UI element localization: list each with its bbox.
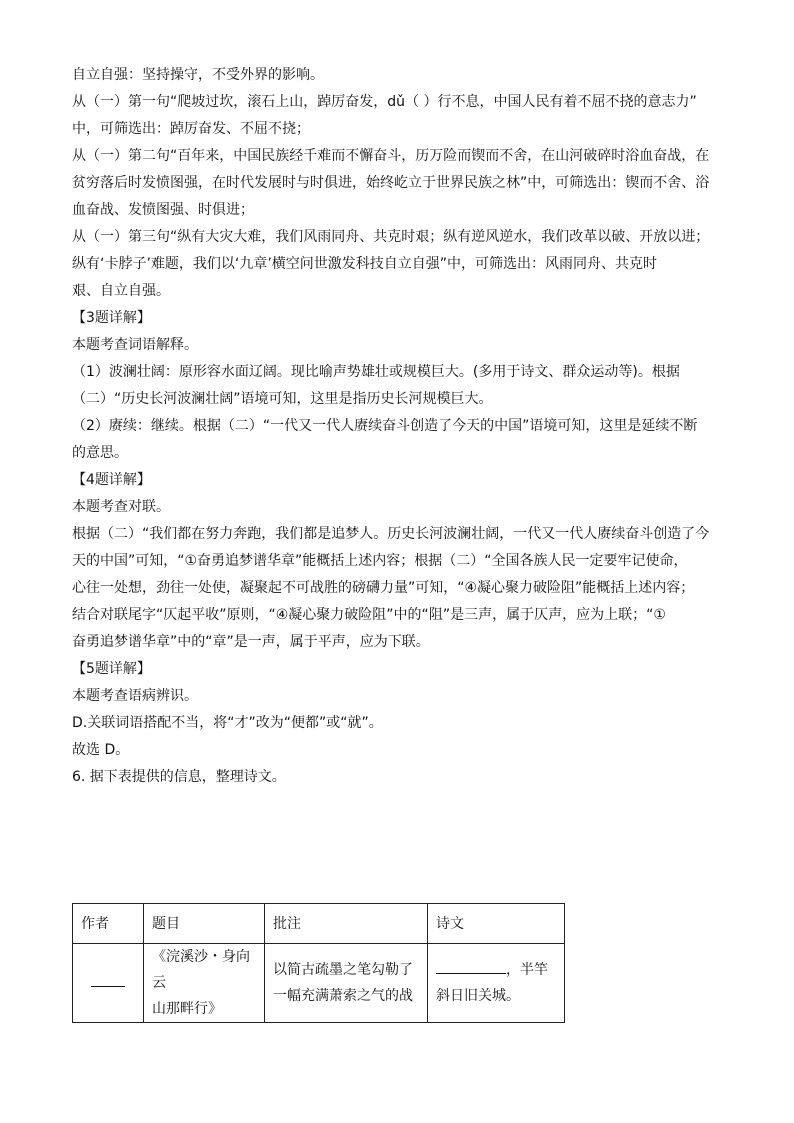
title-cell: [144, 944, 265, 1023]
text-line: 根据（二）“我们都在努力奔跑，我们都是追梦人。历史长河波澜壮阔，一代又一代人赓续奋斗创造了今: [72, 526, 710, 542]
table-header-note: 批注: [265, 904, 428, 944]
note-line: 以简古疏墨之笔勾勒了: [273, 962, 413, 978]
section-heading: 【5题详解】: [72, 661, 151, 677]
document-body: [72, 62, 732, 791]
table-header-row: [73, 904, 565, 944]
table-header-title: 题目: [144, 904, 265, 944]
text-line: 奋勇追梦谱华章”中的“章”是一声，属于平声，应为下联。: [72, 634, 430, 650]
text-line: （1）波澜壮阔：原形容水面辽阔。现比喻声势雄壮或规模巨大。(多用于诗文、群众运动等)。根据: [72, 364, 680, 380]
poem-suffix: ，半竿: [506, 962, 548, 978]
text-line: 从（一）第三句“纵有大灾大难，我们风雨同舟、共克时艰；纵有逆风逆水，我们改革以破、开放以进；: [72, 229, 710, 245]
poem-line: [436, 957, 556, 983]
text-line: 结合对联尾字“仄起平收”原则，“④凝心聚力破险阻”中的“阻”是三声，属于仄声，应为上联；“①: [72, 607, 666, 623]
author-answer-blank: [91, 972, 125, 987]
text-line: 艰、自立自强。: [72, 283, 170, 299]
text-line: 血奋战、发愤图强、时俱进；: [72, 202, 254, 218]
text-line: 心往一处想，劲往一处使，凝聚起不可战胜的磅礴力量”可知，“④凝心聚力破险阻”能概括上述内容；: [72, 580, 695, 596]
text-line: 自立自强：坚持操守，不受外界的影响。: [72, 67, 324, 83]
table-header-author: 作者: [73, 904, 144, 944]
section-heading: 【4题详解】: [72, 472, 151, 488]
note-cell: [265, 944, 428, 1023]
text-line: 从（一）第一句“爬坡过坎，滚石上山，踔厉奋发，dǔ（ ）行不息，中国人民有着不屈不挠的意志力”: [72, 94, 697, 110]
text-line: 本题考查语病辨识。: [72, 688, 198, 704]
text-line: （2）赓续：继续。根据（二）“一代又一代人赓续奋斗创造了今天的中国”语境可知，这里是延续不断: [72, 418, 698, 434]
poem-info-table: [72, 903, 565, 1023]
author-blank-cell: [73, 944, 144, 1023]
poem-cell: [428, 944, 565, 1023]
section-heading: 【3题详解】: [72, 310, 151, 326]
title-line: 山那畔行》: [152, 1001, 222, 1017]
text-line: 的意思。: [72, 445, 128, 461]
table-row: [73, 944, 565, 1023]
text-line: 天的中国”可知，“①奋勇追梦谱华章”能概括上述内容；根据（二）“全国各族人民一定要牢记使命，: [72, 553, 688, 569]
table-header-poem: 诗文: [428, 904, 565, 944]
note-line: 一幅充满萧索之气的战: [273, 988, 413, 1004]
text-line: D.关联词语搭配不当，将“才”改为“便都”或“就”。: [72, 715, 383, 731]
text-line: 本题考查词语解释。: [72, 337, 198, 353]
text-line: 中，可筛选出：踔厉奋发、不屈不挠；: [72, 121, 310, 137]
poem-answer-blank: [436, 959, 506, 974]
question-6-prompt: 6. 据下表提供的信息，整理诗文。: [72, 769, 286, 785]
text-line: （二）“历史长河波澜壮阔”语境可知，这里是指历史长河规模巨大。: [72, 391, 493, 407]
text-line: 纵有‘卡脖子’难题，我们以‘九章’横空问世激发科技自立自强”中，可筛选出：风雨同舟、共克时: [72, 256, 658, 272]
text-line: 本题考查对联。: [72, 499, 170, 515]
text-line: 从（一）第二句“百年来，中国民族经千难而不懈奋斗，历万险而锲而不舍，在山河破碎时浴血奋战，在: [72, 148, 710, 164]
text-line: 故选 D。: [72, 742, 130, 758]
title-line: 《浣溪沙・身向云: [152, 949, 250, 991]
text-line: 贫穷落后时发愤图强，在时代发展时与时俱进，始终屹立于世界民族之林”中，可筛选出：锲而不舍、浴: [72, 175, 710, 191]
poem-line: 斜日旧关城。: [436, 988, 520, 1004]
